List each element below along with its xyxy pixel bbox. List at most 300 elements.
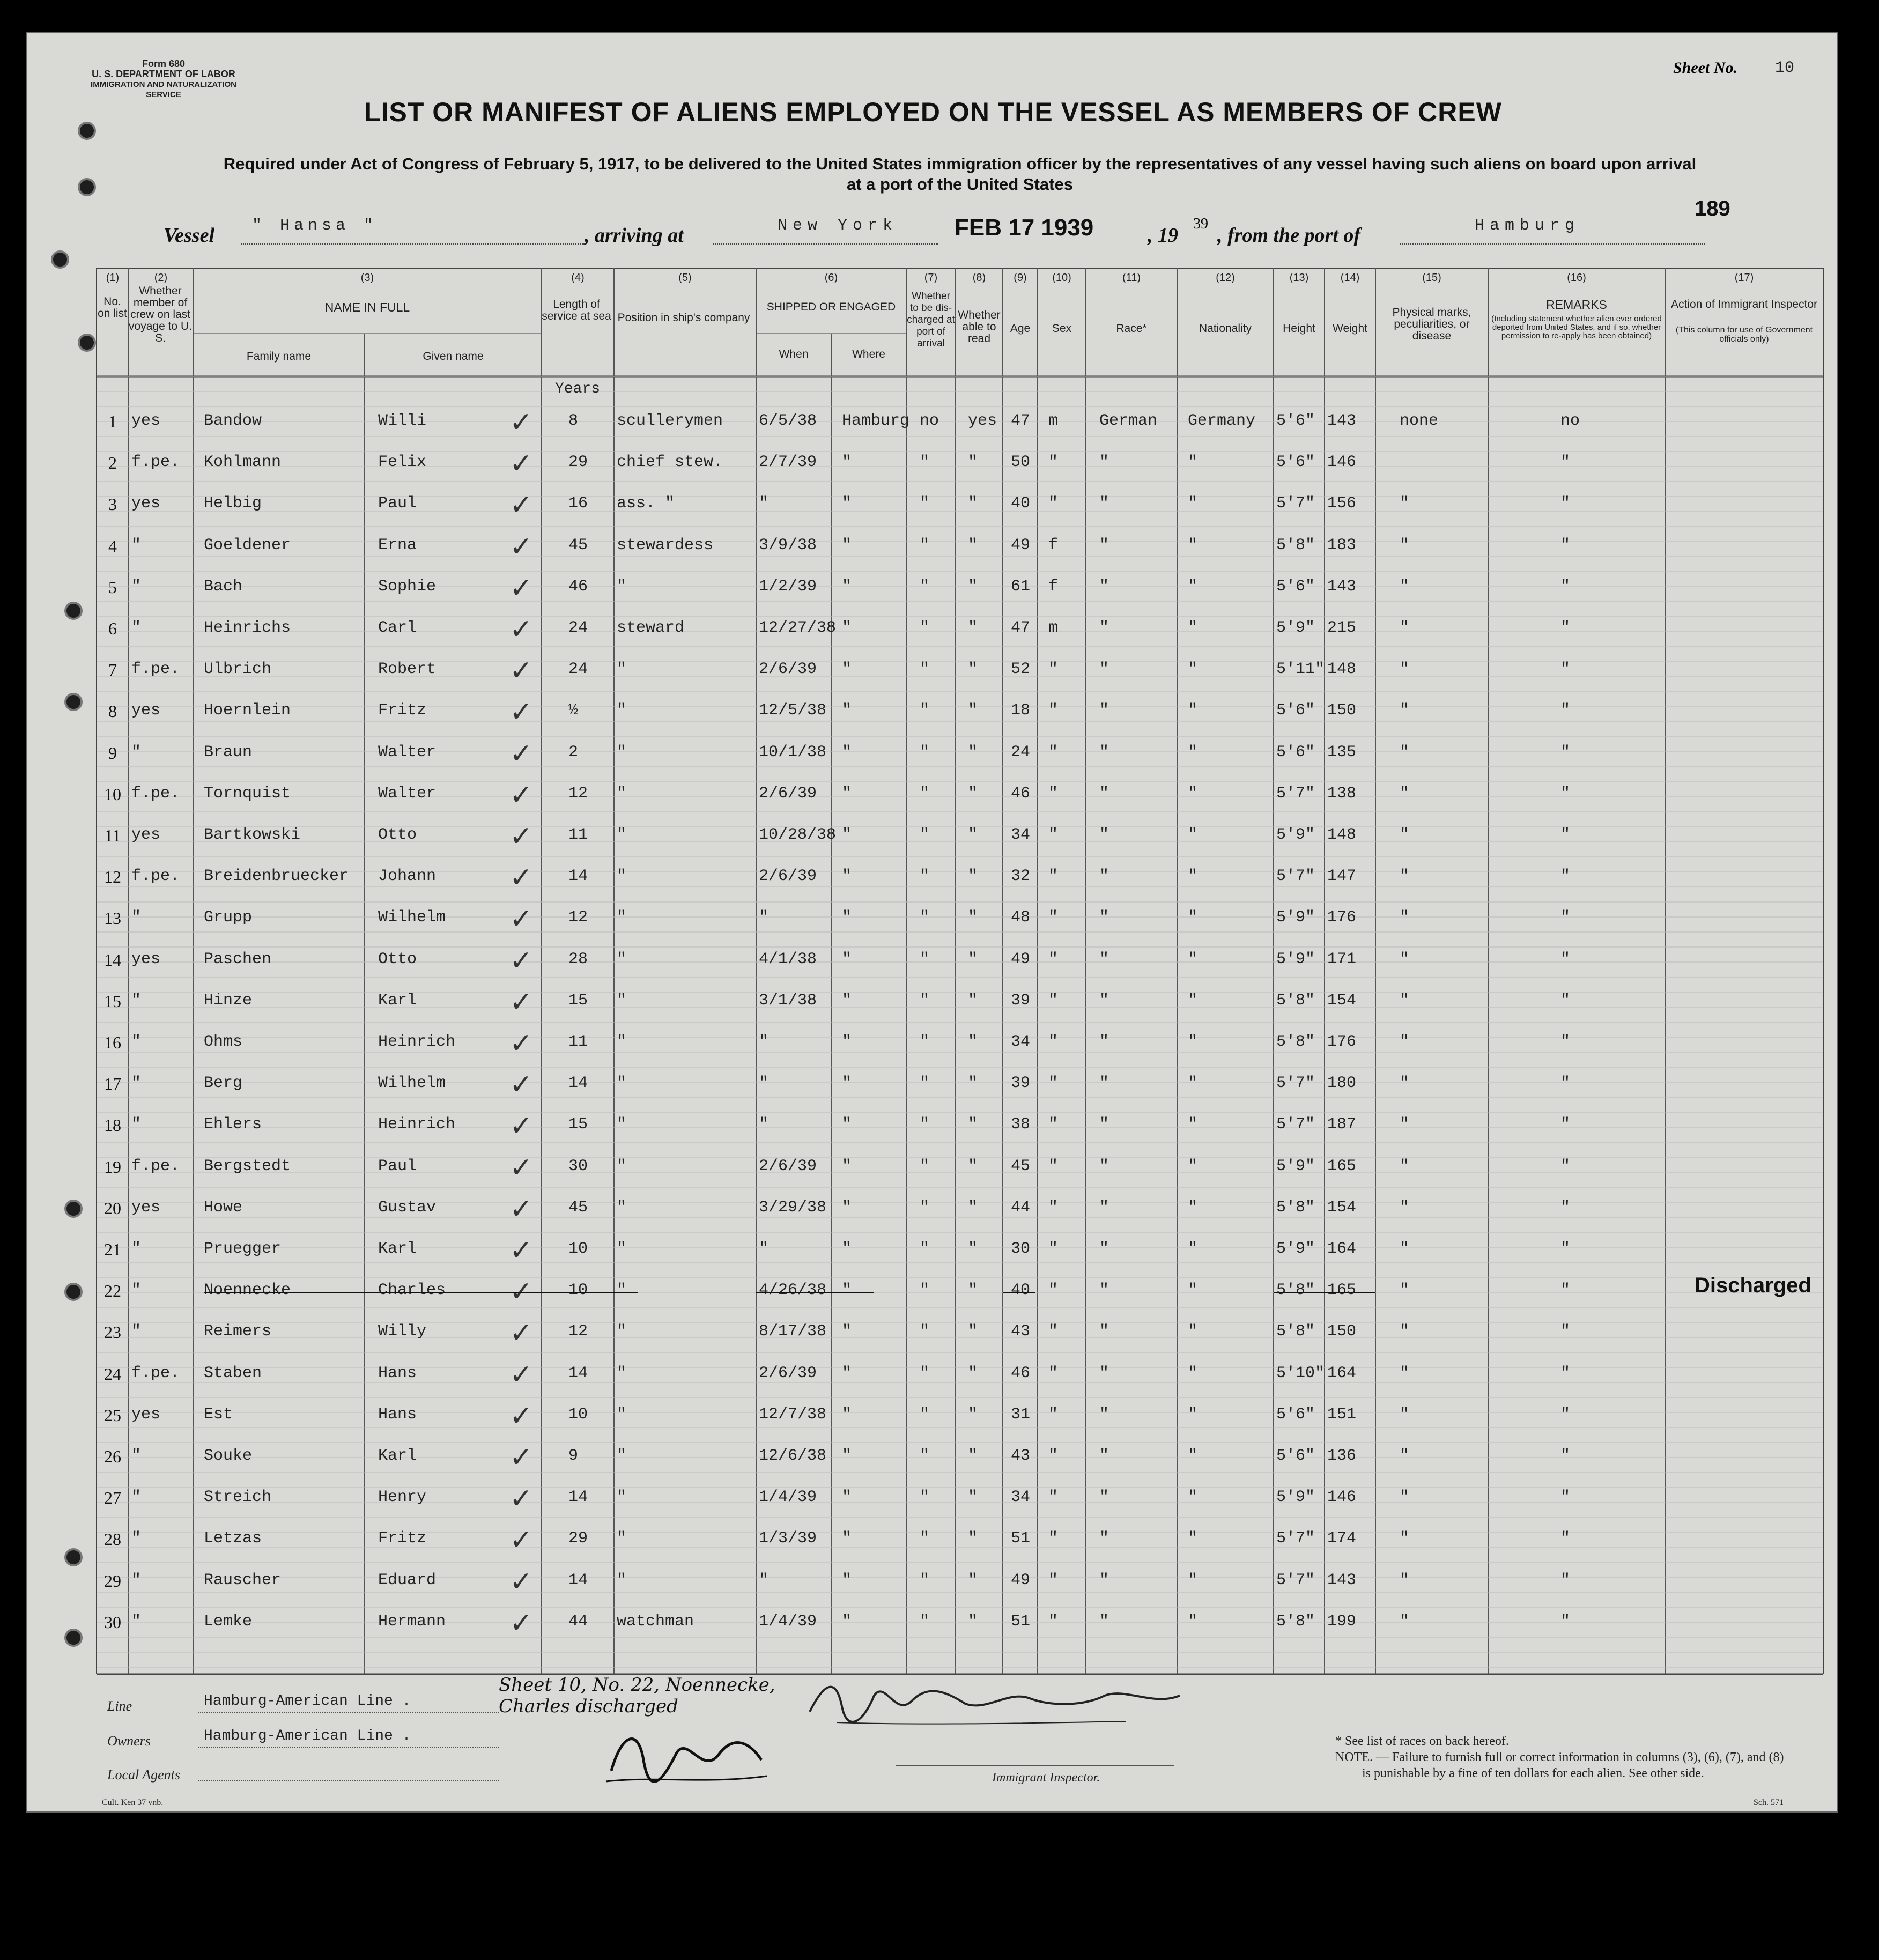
position: ": [617, 826, 627, 844]
height: 5'9": [1276, 950, 1315, 968]
shipped-when: 12/27/38: [759, 619, 837, 637]
service-length: 12: [568, 1322, 588, 1341]
physical-marks: ": [1400, 1281, 1410, 1300]
given-name: Willy: [378, 1322, 427, 1341]
service-length: 15: [568, 1115, 588, 1134]
shipped-where: ": [842, 1364, 852, 1382]
family-name: Noennecke: [204, 1281, 291, 1300]
printer-code: Cult. Ken 37 vnb.: [102, 1798, 164, 1807]
weight: 148: [1327, 660, 1357, 679]
service-length: ½: [568, 701, 579, 720]
height: 5'6": [1276, 743, 1315, 761]
height: 5'9": [1276, 619, 1315, 637]
sex: ": [1048, 1529, 1059, 1548]
physical-marks: ": [1400, 1033, 1410, 1051]
races-note: * See list of races on back hereof.: [1335, 1734, 1509, 1748]
service-length: 14: [568, 1364, 588, 1382]
discharged: ": [920, 660, 930, 679]
race: ": [1099, 743, 1109, 761]
member-status: ": [131, 619, 142, 637]
column-number: (1): [106, 272, 120, 284]
check-mark-icon: ✓: [509, 737, 533, 770]
age: 47: [1011, 412, 1031, 430]
table-row: [27, 1024, 1838, 1066]
table-row: [27, 817, 1838, 859]
sheet-number-label: Sheet No.: [1673, 59, 1737, 77]
row-number: 4: [108, 536, 117, 556]
age: 43: [1011, 1447, 1031, 1465]
handwritten-discharge-note: Sheet 10, No. 22, Noennecke, Charles discharged: [499, 1674, 775, 1717]
check-mark-icon: ✓: [509, 1234, 533, 1267]
member-status: ": [131, 1447, 142, 1465]
row-number: 16: [104, 1033, 121, 1052]
row-number: 9: [108, 743, 117, 763]
age: 24: [1011, 743, 1031, 761]
age: 48: [1011, 908, 1031, 927]
physical-marks: ": [1400, 743, 1410, 761]
check-mark-icon: ✓: [509, 1441, 533, 1474]
position: stewardess: [617, 536, 714, 554]
shipped-when: 1/4/39: [759, 1612, 817, 1631]
table-row: [27, 942, 1838, 983]
age: 34: [1011, 1488, 1031, 1507]
position: ": [617, 701, 627, 720]
race: ": [1099, 1198, 1109, 1217]
subtitle-line-1: Required under Act of Congress of February 5, 1917, to be delivered to the United States immigration officer by the representatives of any vessel having such aliens on board upon arrival: [223, 154, 1697, 173]
remarks: ": [1560, 1240, 1571, 1258]
manifest-sheet: [26, 32, 1838, 1813]
height: 5'10": [1276, 1364, 1325, 1382]
given-name: Charles: [378, 1281, 446, 1300]
nationality: ": [1188, 1157, 1198, 1175]
column-number: (8): [972, 272, 986, 284]
discharged: ": [920, 1529, 930, 1548]
position: ": [617, 1488, 627, 1507]
service-length: 14: [568, 1488, 588, 1507]
check-mark-icon: ✓: [509, 1276, 533, 1308]
row-number: 29: [104, 1571, 121, 1591]
age: 46: [1011, 784, 1031, 803]
table-row: [27, 445, 1838, 486]
row-number: 13: [104, 908, 121, 928]
shipped-where: ": [842, 908, 852, 927]
height: 5'9": [1276, 1240, 1315, 1258]
weight: 215: [1327, 619, 1357, 637]
nationality: ": [1188, 826, 1198, 844]
able-to-read: ": [968, 1612, 978, 1631]
height: 5'8": [1276, 536, 1315, 554]
check-mark-icon: ✓: [509, 1483, 533, 1515]
shipped-when: 3/1/38: [759, 991, 817, 1010]
column-number: (13): [1289, 272, 1309, 284]
check-mark-icon: ✓: [509, 613, 533, 646]
from-port: Hamburg: [1475, 217, 1580, 235]
header-height: Height: [1283, 322, 1315, 335]
member-status: ": [131, 1074, 142, 1093]
height: 5'6": [1276, 577, 1315, 596]
table-row: [27, 403, 1838, 445]
discharged: ": [920, 1405, 930, 1424]
schedule-number: Sch. 571: [1754, 1798, 1784, 1807]
able-to-read: ": [968, 991, 978, 1010]
shipped-where: Hamburg: [842, 412, 910, 430]
shipped-where: ": [842, 991, 852, 1010]
column-number: (3): [360, 272, 374, 284]
given-name: Sophie: [378, 577, 437, 596]
race: ": [1099, 1529, 1109, 1548]
service-length: 30: [568, 1157, 588, 1175]
member-status: yes: [131, 1198, 161, 1217]
column-number: (12): [1216, 272, 1235, 284]
able-to-read: ": [968, 1115, 978, 1134]
nationality: ": [1188, 1115, 1198, 1134]
member-status: yes: [131, 494, 161, 513]
check-mark-icon: ✓: [509, 1193, 533, 1225]
weight: 176: [1327, 1033, 1357, 1051]
given-name: Willi: [378, 412, 427, 430]
shipped-when: 2/6/39: [759, 784, 817, 803]
shipped-when: 3/9/38: [759, 536, 817, 554]
header-remarks: REMARKS: [1546, 298, 1607, 312]
header-shipped-engaged: SHIPPED OR ENGAGED: [766, 301, 896, 313]
race: ": [1099, 1405, 1109, 1424]
member-status: ": [131, 1529, 142, 1548]
row-number: 22: [104, 1281, 121, 1301]
strike-through-line: [756, 1292, 874, 1293]
member-status: f.pe.: [131, 660, 180, 679]
table-row: [27, 1314, 1838, 1355]
shipped-where: ": [842, 1529, 852, 1548]
given-name: Fritz: [378, 1529, 427, 1548]
member-status: ": [131, 1033, 142, 1051]
inspector-action: Discharged: [1695, 1274, 1811, 1298]
discharged: ": [920, 1281, 930, 1300]
race: ": [1099, 701, 1109, 720]
nationality: ": [1188, 1405, 1198, 1424]
shipped-when: ": [759, 908, 769, 927]
department-name: U. S. DEPARTMENT OF LABOR: [92, 69, 235, 79]
row-number: 28: [104, 1529, 121, 1549]
row-number: 10: [104, 784, 121, 804]
member-status: ": [131, 991, 142, 1010]
sex: ": [1048, 743, 1059, 761]
given-name: Hermann: [378, 1612, 446, 1631]
check-mark-icon: ✓: [509, 1110, 533, 1143]
able-to-read: ": [968, 743, 978, 761]
race: ": [1099, 453, 1109, 472]
physical-marks: ": [1400, 1198, 1410, 1217]
shipped-where: ": [842, 1115, 852, 1134]
position: ": [617, 660, 627, 679]
able-to-read: ": [968, 1281, 978, 1300]
physical-marks: ": [1400, 494, 1410, 513]
shipped-when: 4/1/38: [759, 950, 817, 968]
able-to-read: ": [968, 1074, 978, 1093]
age: 61: [1011, 577, 1031, 596]
member-status: yes: [131, 701, 161, 720]
able-to-read: ": [968, 826, 978, 844]
discharged: ": [920, 991, 930, 1010]
shipped-where: ": [842, 536, 852, 554]
remarks: ": [1560, 1488, 1571, 1507]
shipped-where: ": [842, 494, 852, 513]
sex: ": [1048, 1240, 1059, 1258]
discharged: ": [920, 1198, 930, 1217]
shipped-where: ": [842, 1157, 852, 1175]
remarks: ": [1560, 784, 1571, 803]
sex: ": [1048, 991, 1059, 1010]
form-number: Form 680: [142, 58, 186, 69]
height: 5'9": [1276, 1488, 1315, 1507]
given-name: Karl: [378, 1447, 417, 1465]
position: ": [617, 867, 627, 886]
physical-marks: ": [1400, 1612, 1410, 1631]
check-mark-icon: ✓: [509, 530, 533, 563]
height: 5'8": [1276, 1281, 1315, 1300]
header-physical-marks: Physical marks, peculiarities, or disease: [1392, 306, 1471, 342]
weight: 147: [1327, 867, 1357, 886]
age: 49: [1011, 1571, 1031, 1589]
physical-marks: none: [1400, 412, 1439, 430]
row-number: 15: [104, 991, 121, 1011]
column-number: (17): [1734, 272, 1754, 284]
header-sex: Sex: [1052, 322, 1072, 335]
row-number: 7: [108, 660, 117, 680]
sex: ": [1048, 453, 1059, 472]
remarks: ": [1560, 1529, 1571, 1548]
fine-note-line1: NOTE. — Failure to furnish full or correct information in columns (3), (6), (7), and (8): [1335, 1750, 1784, 1764]
position: ": [617, 1198, 627, 1217]
shipped-when: ": [759, 1033, 769, 1051]
check-mark-icon: ✓: [509, 489, 533, 522]
family-name: Lemke: [204, 1612, 253, 1631]
strike-through-line: [204, 1292, 638, 1293]
row-number: 2: [108, 453, 117, 473]
weight: 164: [1327, 1240, 1357, 1258]
sex: ": [1048, 867, 1059, 886]
weight: 146: [1327, 1488, 1357, 1507]
nationality: ": [1188, 867, 1198, 886]
height: 5'9": [1276, 1157, 1315, 1175]
column-number: (15): [1422, 272, 1441, 284]
weight: 136: [1327, 1447, 1357, 1465]
nationality: ": [1188, 1447, 1198, 1465]
remarks: ": [1560, 494, 1571, 513]
weight: 143: [1327, 412, 1357, 430]
service-length: 12: [568, 784, 588, 803]
physical-marks: ": [1400, 950, 1410, 968]
discharged: ": [920, 494, 930, 513]
physical-marks: ": [1400, 577, 1410, 596]
age: 44: [1011, 1198, 1031, 1217]
able-to-read: ": [968, 494, 978, 513]
member-status: ": [131, 536, 142, 554]
column-number: (5): [678, 272, 692, 284]
sex: ": [1048, 784, 1059, 803]
discharged: ": [920, 1115, 930, 1134]
header-no-on-list: No. on list: [98, 295, 127, 320]
remarks: ": [1560, 1364, 1571, 1382]
shipped-where: ": [842, 1281, 852, 1300]
nationality: ": [1188, 991, 1198, 1010]
physical-marks: ": [1400, 826, 1410, 844]
able-to-read: ": [968, 1488, 978, 1507]
member-status: yes: [131, 1405, 161, 1424]
row-number: 21: [104, 1240, 121, 1259]
race: ": [1099, 1612, 1109, 1631]
weight: 154: [1327, 1198, 1357, 1217]
shipped-when: 10/1/38: [759, 743, 827, 761]
able-to-read: ": [968, 784, 978, 803]
able-to-read: ": [968, 1157, 978, 1175]
years-label: Years: [555, 381, 601, 397]
given-name: Wilhelm: [378, 1074, 446, 1093]
weight: 180: [1327, 1074, 1357, 1093]
physical-marks: ": [1400, 1405, 1410, 1424]
sex: f: [1048, 577, 1059, 596]
member-status: ": [131, 1281, 142, 1300]
weight: 174: [1327, 1529, 1357, 1548]
weight: 138: [1327, 784, 1357, 803]
age: 38: [1011, 1115, 1031, 1134]
member-status: yes: [131, 412, 161, 430]
age: 31: [1011, 1405, 1031, 1424]
discharged: ": [920, 1571, 930, 1589]
shipped-when: 10/28/38: [759, 826, 837, 844]
age: 32: [1011, 867, 1031, 886]
member-status: ": [131, 1612, 142, 1631]
given-name: Gustav: [378, 1198, 437, 1217]
discharged: ": [920, 619, 930, 637]
immigrant-inspector-label: Immigrant Inspector.: [992, 1771, 1100, 1785]
discharged: ": [920, 1157, 930, 1175]
age: 49: [1011, 950, 1031, 968]
height: 5'11": [1276, 660, 1325, 679]
shipped-where: ": [842, 577, 852, 596]
table-row: [27, 610, 1838, 652]
shipped-when: 2/6/39: [759, 867, 817, 886]
physical-marks: ": [1400, 660, 1410, 679]
given-name: Wilhelm: [378, 908, 446, 927]
given-name: Erna: [378, 536, 417, 554]
given-name: Paul: [378, 1157, 417, 1175]
table-row: [27, 1066, 1838, 1107]
nationality: ": [1188, 1322, 1198, 1341]
given-name: Johann: [378, 867, 437, 886]
family-name: Bartkowski: [204, 826, 301, 844]
service-length: 29: [568, 453, 588, 472]
discharged: ": [920, 1322, 930, 1341]
from-label: , from the port of: [1217, 224, 1361, 247]
physical-marks: ": [1400, 908, 1410, 927]
age: 43: [1011, 1322, 1031, 1341]
column-number: (16): [1567, 272, 1586, 284]
discharged: ": [920, 1074, 930, 1093]
race: ": [1099, 1488, 1109, 1507]
age: 18: [1011, 701, 1031, 720]
age: 52: [1011, 660, 1031, 679]
family-name: Tornquist: [204, 784, 291, 803]
able-to-read: ": [968, 1571, 978, 1589]
weight: 151: [1327, 1405, 1357, 1424]
weight: 165: [1327, 1281, 1357, 1300]
member-status: ": [131, 1488, 142, 1507]
height: 5'6": [1276, 453, 1315, 472]
position: ": [617, 1322, 627, 1341]
shipped-when: ": [759, 1240, 769, 1258]
column-number: (2): [154, 272, 168, 284]
check-mark-icon: ✓: [509, 655, 533, 687]
shipped-where: ": [842, 1447, 852, 1465]
weight: 199: [1327, 1612, 1357, 1631]
sex: ": [1048, 1612, 1059, 1631]
sex: ": [1048, 1405, 1059, 1424]
line-label: Line: [107, 1698, 132, 1714]
physical-marks: ": [1400, 991, 1410, 1010]
race: ": [1099, 619, 1109, 637]
header-when: When: [779, 348, 809, 360]
check-mark-icon: ✓: [509, 696, 533, 729]
height: 5'9": [1276, 826, 1315, 844]
race: ": [1099, 1447, 1109, 1465]
height: 5'7": [1276, 1115, 1315, 1134]
age: 50: [1011, 453, 1031, 472]
nationality: ": [1188, 1074, 1198, 1093]
nationality: ": [1188, 743, 1198, 761]
discharged: ": [920, 1612, 930, 1631]
able-to-read: ": [968, 1447, 978, 1465]
physical-marks: ": [1400, 867, 1410, 886]
table-row: [27, 1563, 1838, 1604]
position: watchman: [617, 1612, 694, 1631]
weight: 143: [1327, 1571, 1357, 1589]
sex: ": [1048, 1571, 1059, 1589]
age: 51: [1011, 1529, 1031, 1548]
row-number: 23: [104, 1322, 121, 1342]
header-remarks-note: (Including statement whether alien ever ordered deported from United States, and if so, whether permission to re-apply has been obtained): [1491, 314, 1662, 341]
given-name: Otto: [378, 826, 417, 844]
nationality: ": [1188, 908, 1198, 927]
shipped-where: ": [842, 619, 852, 637]
race: ": [1099, 991, 1109, 1010]
position: ": [617, 1364, 627, 1382]
sex: f: [1048, 536, 1059, 554]
strike-through-line: [1274, 1292, 1375, 1293]
service-length: 45: [568, 536, 588, 554]
service-length: 10: [568, 1405, 588, 1424]
able-to-read: ": [968, 660, 978, 679]
service-length: 24: [568, 619, 588, 637]
check-mark-icon: ✓: [509, 903, 533, 936]
remarks: ": [1560, 1157, 1571, 1175]
service-length: 29: [568, 1529, 588, 1548]
table-row: [27, 859, 1838, 900]
given-name: Heinrich: [378, 1033, 456, 1051]
table-row: [27, 652, 1838, 693]
check-mark-icon: ✓: [509, 1400, 533, 1432]
weight: 143: [1327, 577, 1357, 596]
family-name: Berg: [204, 1074, 243, 1093]
header-action-note: (This column for use of Government officials only): [1675, 326, 1813, 344]
member-status: ": [131, 1571, 142, 1589]
remarks: ": [1560, 1033, 1571, 1051]
shipped-when: 2/6/39: [759, 1364, 817, 1382]
race: ": [1099, 660, 1109, 679]
check-mark-icon: ✓: [509, 862, 533, 894]
able-to-read: ": [968, 577, 978, 596]
race: ": [1099, 826, 1109, 844]
able-to-read: ": [968, 1198, 978, 1217]
